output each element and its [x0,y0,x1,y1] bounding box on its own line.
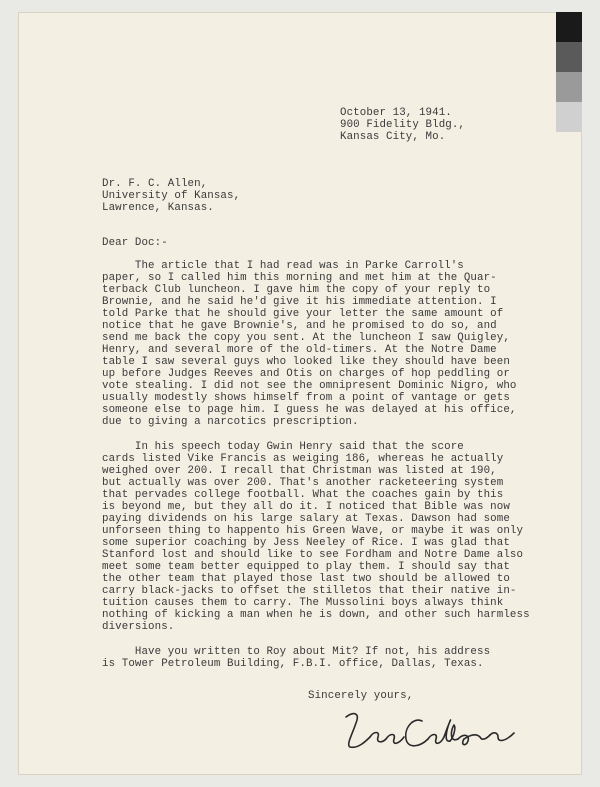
body-line: Have you written to Roy about Mit? If not, his address [102,646,491,658]
body-line: is Tower Petroleum Building, F.B.I. office, Dallas, Texas. [102,658,484,670]
body-line: tuition causes them to carry. The Mussolini boys always think [102,597,504,609]
body-line: Henry, and several more of the old-timers. At the Notre Dame [102,344,497,356]
scale-swatch [556,102,582,132]
body-line: terback Club luncheon. I gave him the copy of your reply to [102,284,491,296]
letter-page [18,12,582,775]
body-line: Brownie, and he said he'd give it his immediate attention. I [102,296,497,308]
body-line: is beyond me, but they all do it. I noticed that Bible was now [102,501,510,513]
body-line: The article that I had read was in Parke Carroll's [102,260,464,272]
body-line: nothing of kicking a man when he is down, and other such harmless [102,609,530,621]
body-line: that pervades college football. What the coaches gain by this [102,489,504,501]
body-line: weighed over 200. I recall that Christman was listed at 190, [102,465,497,477]
closing: Sincerely yours, [308,690,414,702]
body-line: due to giving a narcotics prescription. [102,416,359,428]
body-line: meet some team better equipped to play them. I should say that [102,561,510,573]
body-line: cards listed Vike Francis as weiging 186, whereas he actually [102,453,504,465]
heading-address-line: 900 Fidelity Bldg., [340,119,466,131]
body-line: up before Judges Reeves and Otis on charges of hop peddling or [102,368,510,380]
body-line: paper, so I called him this morning and met him at the Quar- [102,272,497,284]
body-line: carry black-jacks to offset the stilletos that their native in- [102,585,517,597]
body-line: but actually was over 200. That's another racketeering system [102,477,504,489]
body-line: table I saw several guys who looked like they should have been [102,356,510,368]
recipient-name: Dr. F. C. Allen, [102,178,208,190]
heading-city-line: Kansas City, Mo. [340,131,446,143]
scale-swatch [556,72,582,102]
salutation: Dear Doc:- [102,237,168,249]
recipient-org: University of Kansas, [102,190,241,202]
body-line: some superior coaching by Jess Neeley of Rice. I was glad that [102,537,510,549]
color-scale-bar [556,12,582,132]
scale-swatch [556,42,582,72]
body-line: usually modestly shows himself from a point of vantage or gets [102,392,510,404]
body-line: send me back the copy you sent. At the luncheon I saw Quigley, [102,332,510,344]
body-line: someone else to page him. I guess he was delayed at his office, [102,404,517,416]
body-line: Stanford lost and should like to see Fordham and Notre Dame also [102,549,524,561]
body-line: notice that he gave Brownie's, and he promised to do so, and [102,320,497,332]
date-line: October 13, 1941. [340,107,452,119]
scale-swatch [556,12,582,42]
body-line: diversions. [102,621,175,633]
body-line: vote stealing. I did not see the omnipresent Dominic Nigro, who [102,380,517,392]
body-line: paying dividends on his large salary at Texas. Dawson had some [102,513,510,525]
handwritten-signature [340,707,520,757]
body-line: told Parke that he should give your letter the same amount of [102,308,504,320]
recipient-city: Lawrence, Kansas. [102,202,214,214]
body-line: the other team that played those last two should be allowed to [102,573,510,585]
body-line: unforseen thing to happento his Green Wave, or maybe it was only [102,525,524,537]
body-line: In his speech today Gwin Henry said that the score [102,441,464,453]
